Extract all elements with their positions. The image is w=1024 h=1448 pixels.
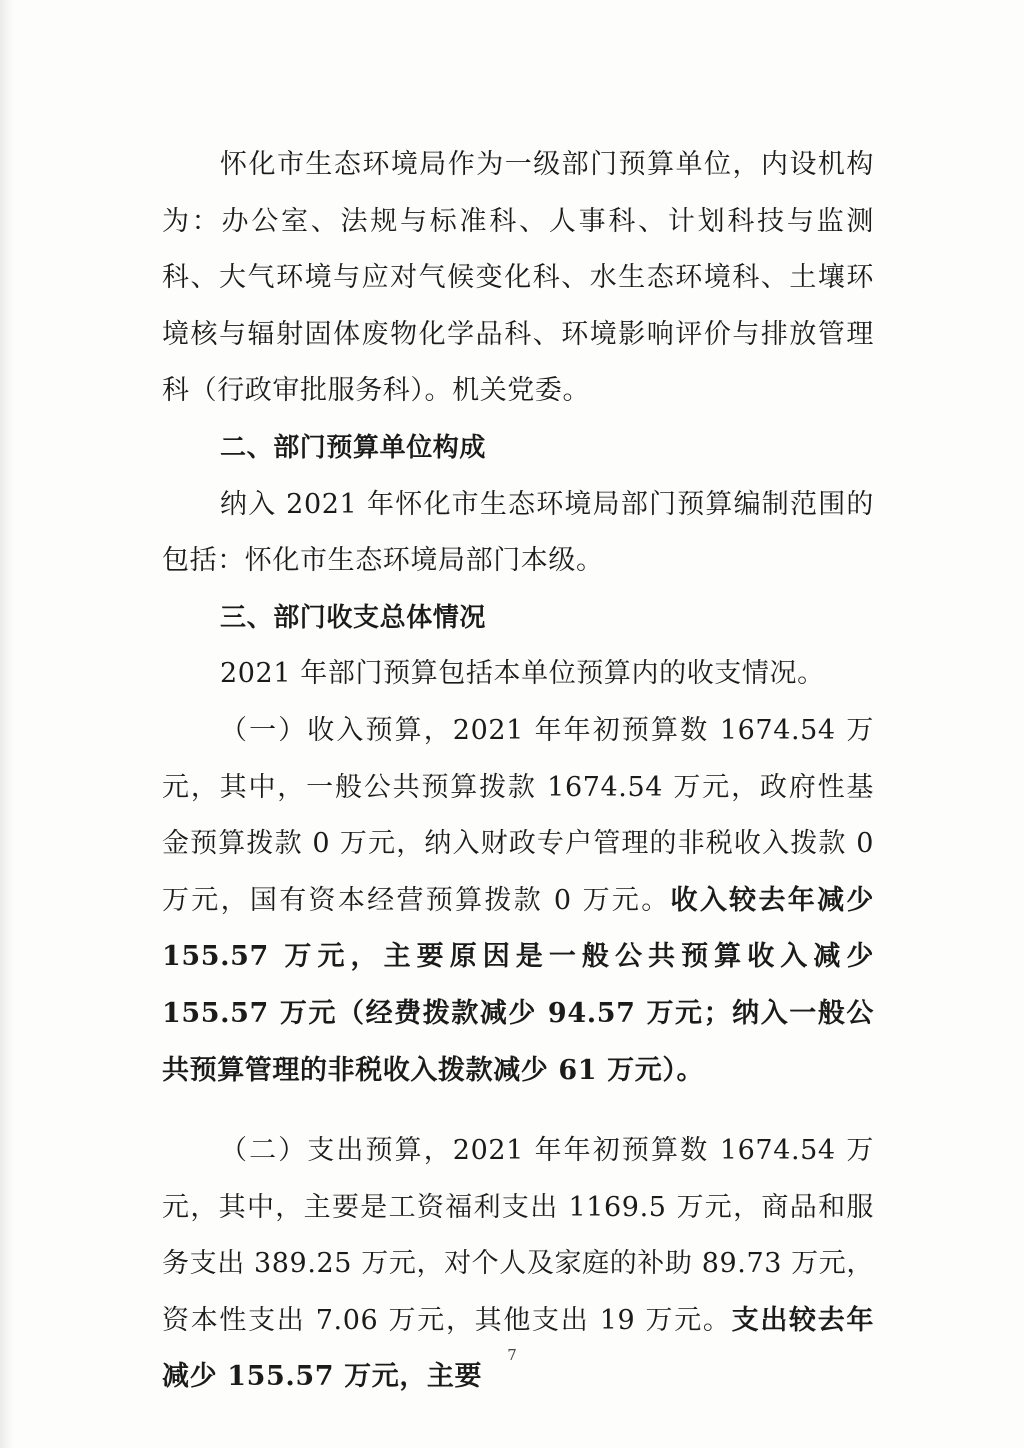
expenditure-budget-text: （二）支出预算，2021 年年初预算数 1674.54 万元，其中，主要是工资福利支出 1169.5 万元，商品和服务支出 389.25 万元，对个人及家庭的补助 89.73 万元，资本性支出 7.06 万元，其他支出 19 万元。 <box>162 1135 874 1336</box>
document-body <box>162 137 874 1406</box>
section-heading-income-expenditure: 三、部门收支总体情况 <box>220 602 487 633</box>
paragraph-internal-structure: 怀化市生态环境局作为一级部门预算单位，内设机构为：办公室、法规与标准科、人事科、计划科技与监测科、大气环境与应对气候变化科、水生态环境科、土壤环境核与辐射固体废物化学品科、环境影响评价与排放管理科（行政审批服务科）。机关党委。 <box>162 149 874 407</box>
income-change-text: 收入较去年减少 155.57 万元，主要原因是一般公共预算收入减少 155.57 万元（经费拨款减少 94.57 万元；纳入一般公共预算管理的非税收入拨款减少 61 万元）。 <box>162 884 874 1086</box>
paragraph-gap <box>162 1099 874 1123</box>
income-budget-text: （一）收入预算，2021 年年初预算数 1674.54 万元，其中，一般公共预算拨款 1674.54 万元，政府性基金预算拨款 0 万元，纳入财政专户管理的非税收入拨款 0 万元，国有资本经营预算拨款 0 万元。 <box>162 714 874 916</box>
paragraph-budget-scope: 纳入 2021 年怀化市生态环境局部门预算编制范围的包括：怀化市生态环境局部门本级。 <box>162 488 874 577</box>
expenditure-change-text: 支出较去年减少 155.57 万元，主要 <box>162 1304 875 1393</box>
scan-edge-shadow <box>0 0 14 1448</box>
section-heading-budget-units: 二、部门预算单位构成 <box>220 432 487 463</box>
paragraph-budget-overview: 2021 年部门预算包括本单位预算内的收支情况。 <box>220 658 825 690</box>
page-number: 7 <box>507 1346 517 1364</box>
paragraph-income-budget <box>162 703 874 1099</box>
